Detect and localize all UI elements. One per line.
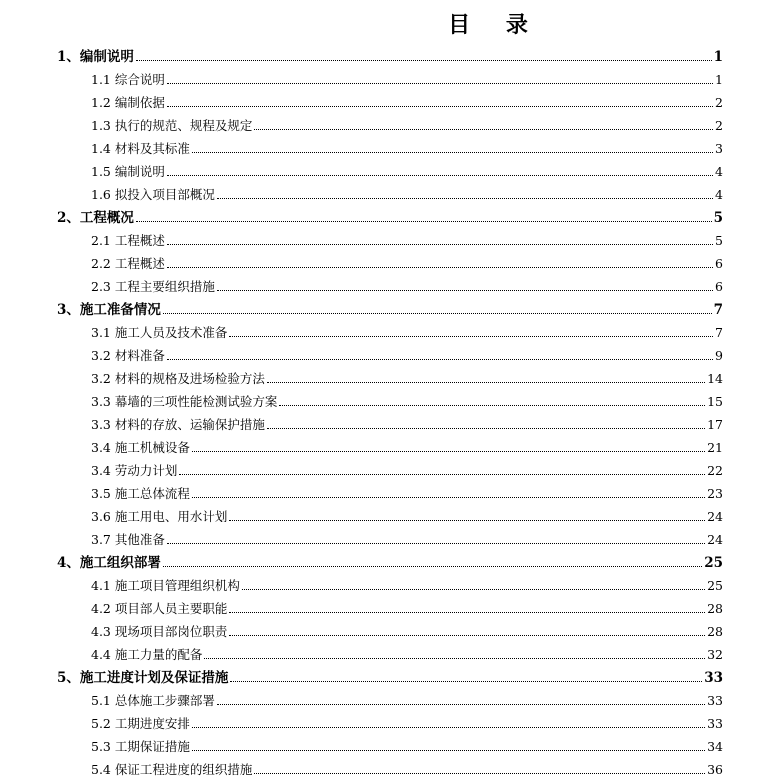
toc-entry-label: 5.3 工期保证措施 <box>91 739 190 754</box>
toc-section-entry[interactable] <box>57 410 723 433</box>
toc-entry-label: 3.2 材料的规格及进场检验方法 <box>91 371 265 386</box>
toc-dot-leader <box>167 106 713 107</box>
toc-dot-leader <box>192 727 705 728</box>
toc-entry-label: 1.1 综合说明 <box>91 72 165 87</box>
toc-entry-label: 4.4 施工力量的配备 <box>91 647 203 662</box>
toc-dot-leader <box>254 129 713 130</box>
toc-entry-page-number: 24 <box>707 532 723 547</box>
toc-entry-label: 4、施工组织部署 <box>57 555 161 571</box>
toc-dot-leader <box>192 152 713 153</box>
toc-entry-page-number: 33 <box>704 670 723 686</box>
toc-entry-label: 1.3 执行的规范、规程及规定 <box>91 118 253 133</box>
toc-section-entry[interactable] <box>57 479 723 502</box>
toc-entry-label: 4.1 施工项目管理组织机构 <box>91 578 240 593</box>
toc-entry-label: 3.3 材料的存放、运输保护措施 <box>91 417 265 432</box>
toc-entry-page-number: 28 <box>707 624 723 639</box>
toc-entry-page-number: 7 <box>715 325 723 340</box>
toc-entry-page-number: 25 <box>707 578 723 593</box>
toc-dot-leader <box>192 497 705 498</box>
toc-section-entry[interactable] <box>57 226 723 249</box>
toc-entry-page-number: 22 <box>707 463 723 478</box>
toc-dot-leader <box>167 83 713 84</box>
toc-section-entry[interactable] <box>57 134 723 157</box>
toc-dot-leader <box>163 566 702 567</box>
toc-dot-leader <box>167 267 713 268</box>
toc-entry-label: 1.6 拟投入项目部概况 <box>91 187 215 202</box>
toc-entry-page-number: 25 <box>704 555 723 571</box>
toc-entry-page-number: 36 <box>707 762 723 777</box>
toc-section-entry[interactable] <box>57 755 723 778</box>
toc-entry-page-number: 21 <box>707 440 723 455</box>
toc-dot-leader <box>267 382 705 383</box>
toc-entry-label: 3.4 劳动力计划 <box>91 463 178 478</box>
toc-dot-leader <box>254 773 705 774</box>
toc-section-entry[interactable] <box>57 387 723 410</box>
toc-section-entry[interactable] <box>57 180 723 203</box>
toc-entry-label: 5.1 总体施工步骤部署 <box>91 693 215 708</box>
toc-entry-page-number: 6 <box>715 279 723 294</box>
toc-dot-leader <box>229 336 713 337</box>
toc-dot-leader <box>136 221 712 222</box>
toc-section-entry[interactable] <box>57 617 723 640</box>
toc-section-entry[interactable] <box>57 571 723 594</box>
toc-section-entry[interactable] <box>57 157 723 180</box>
toc-section-entry[interactable] <box>57 111 723 134</box>
toc-entry-label: 1.4 材料及其标准 <box>91 141 190 156</box>
toc-section-entry[interactable] <box>57 732 723 755</box>
toc-dot-leader <box>204 658 705 659</box>
toc-title: 目 录 <box>448 12 542 38</box>
toc-dot-leader <box>217 198 713 199</box>
toc-section-entry[interactable] <box>57 502 723 525</box>
toc-dot-leader <box>167 543 705 544</box>
toc-entry-page-number: 3 <box>715 141 723 156</box>
toc-entry-label: 4.3 现场项目部岗位职责 <box>91 624 228 639</box>
toc-dot-leader <box>167 359 713 360</box>
toc-entry-label: 4.2 项目部人员主要职能 <box>91 601 228 616</box>
toc-dot-leader <box>242 589 705 590</box>
toc-entry-label: 1、编制说明 <box>57 49 134 65</box>
toc-entry-page-number: 14 <box>707 371 723 386</box>
table-of-contents <box>57 42 723 778</box>
toc-section-entry[interactable] <box>57 341 723 364</box>
toc-entry-label: 5、施工进度计划及保证措施 <box>57 670 229 686</box>
toc-dot-leader <box>163 313 712 314</box>
toc-entry-page-number: 6 <box>715 256 723 271</box>
toc-entry-page-number: 24 <box>707 509 723 524</box>
toc-dot-leader <box>229 520 705 521</box>
toc-entry-page-number: 33 <box>707 716 723 731</box>
toc-section-entry[interactable] <box>57 525 723 548</box>
toc-entry-page-number: 4 <box>715 164 723 179</box>
toc-entry-page-number: 5 <box>713 210 723 226</box>
toc-section-entry[interactable] <box>57 364 723 387</box>
toc-dot-leader <box>167 244 713 245</box>
toc-chapter-entry[interactable] <box>57 42 723 65</box>
toc-dot-leader <box>229 635 705 636</box>
toc-entry-label: 2.1 工程概述 <box>91 233 165 248</box>
toc-entry-page-number: 17 <box>707 417 723 432</box>
toc-section-entry[interactable] <box>57 640 723 663</box>
toc-chapter-entry[interactable] <box>57 548 723 571</box>
toc-entry-label: 1.5 编制说明 <box>91 164 165 179</box>
toc-entry-page-number: 1 <box>715 72 723 87</box>
toc-entry-page-number: 5 <box>715 233 723 248</box>
toc-entry-page-number: 23 <box>707 486 723 501</box>
toc-section-entry[interactable] <box>57 709 723 732</box>
toc-dot-leader <box>217 704 705 705</box>
toc-dot-leader <box>230 681 702 682</box>
toc-entry-page-number: 7 <box>713 302 723 318</box>
toc-entry-page-number: 28 <box>707 601 723 616</box>
toc-entry-page-number: 4 <box>715 187 723 202</box>
toc-entry-label: 3.1 施工人员及技术准备 <box>91 325 228 340</box>
toc-entry-page-number: 2 <box>715 118 723 133</box>
toc-entry-label: 5.4 保证工程进度的组织措施 <box>91 762 253 777</box>
toc-section-entry[interactable] <box>57 318 723 341</box>
toc-entry-page-number: 1 <box>713 49 723 65</box>
toc-entry-label: 3.3 幕墙的三项性能检测试验方案 <box>91 394 278 409</box>
toc-section-entry[interactable] <box>57 456 723 479</box>
toc-entry-label: 2.2 工程概述 <box>91 256 165 271</box>
toc-dot-leader <box>279 405 705 406</box>
toc-dot-leader <box>192 750 705 751</box>
toc-section-entry[interactable] <box>57 433 723 456</box>
toc-dot-leader <box>267 428 705 429</box>
toc-entry-label: 3.2 材料准备 <box>91 348 165 363</box>
toc-entry-label: 5.2 工期进度安排 <box>91 716 190 731</box>
toc-entry-label: 3.4 施工机械设备 <box>91 440 190 455</box>
toc-entry-label: 1.2 编制依据 <box>91 95 165 110</box>
toc-dot-leader <box>217 290 713 291</box>
toc-section-entry[interactable] <box>57 249 723 272</box>
toc-dot-leader <box>229 612 705 613</box>
toc-section-entry[interactable] <box>57 88 723 111</box>
toc-dot-leader <box>136 60 712 61</box>
toc-entry-label: 3.6 施工用电、用水计划 <box>91 509 228 524</box>
toc-dot-leader <box>192 451 705 452</box>
toc-section-entry[interactable] <box>57 686 723 709</box>
toc-entry-page-number: 15 <box>707 394 723 409</box>
toc-entry-page-number: 2 <box>715 95 723 110</box>
toc-entry-label: 3.5 施工总体流程 <box>91 486 190 501</box>
toc-section-entry[interactable] <box>57 65 723 88</box>
toc-dot-leader <box>167 175 713 176</box>
toc-chapter-entry[interactable] <box>57 663 723 686</box>
toc-entry-label: 3、施工准备情况 <box>57 302 161 318</box>
toc-entry-page-number: 32 <box>707 647 723 662</box>
toc-entry-label: 2.3 工程主要组织措施 <box>91 279 215 294</box>
toc-entry-label: 2、工程概况 <box>57 210 134 226</box>
toc-entry-label: 3.7 其他准备 <box>91 532 165 547</box>
toc-chapter-entry[interactable] <box>57 295 723 318</box>
toc-entry-page-number: 33 <box>707 693 723 708</box>
toc-entry-page-number: 34 <box>707 739 723 754</box>
toc-section-entry[interactable] <box>57 594 723 617</box>
toc-chapter-entry[interactable] <box>57 203 723 226</box>
toc-dot-leader <box>179 474 705 475</box>
toc-section-entry[interactable] <box>57 272 723 295</box>
toc-entry-page-number: 9 <box>715 348 723 363</box>
